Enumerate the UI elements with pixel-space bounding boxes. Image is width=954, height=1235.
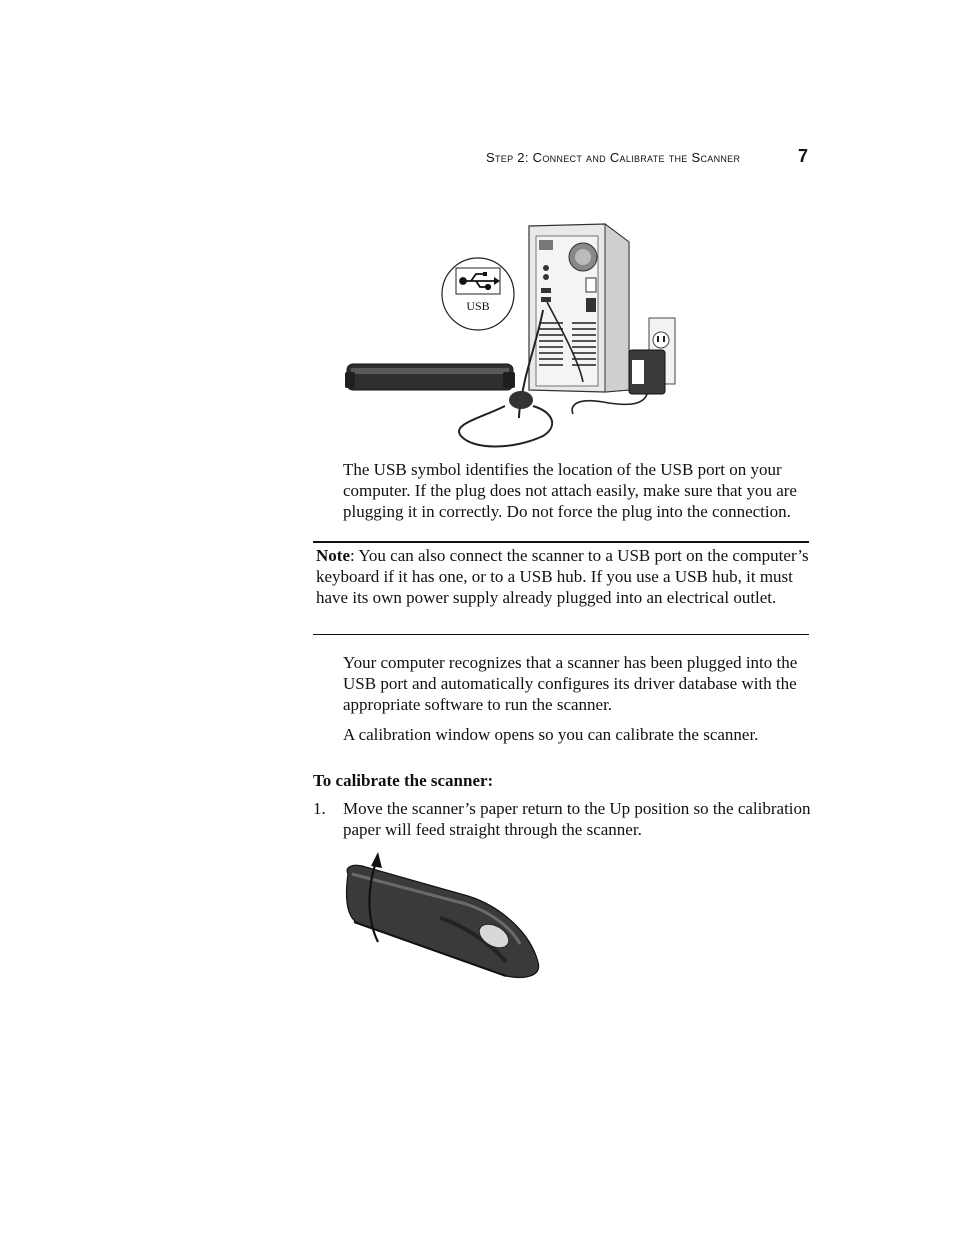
usb-connection-illustration [343, 222, 679, 452]
running-title: Step 2: Connect and Calibrate the Scanner [486, 150, 741, 165]
scanner-paper-return-illustration [340, 852, 544, 984]
page-number: 7 [797, 146, 808, 166]
usb-symbol-callout [442, 258, 514, 330]
note-label: Note [316, 546, 350, 565]
page-header [486, 148, 808, 170]
usb-symbol-paragraph: The USB symbol identifies the location of the USB port on your computer. If the plug does not attach easily, make sure that you are plugging it in correctly. Do not force the plug into the connection. [343, 460, 797, 521]
step-text: Move the scanner’s paper return to the Up position so the calibration paper will feed straight through the scanner. [343, 799, 811, 839]
usb-label: USB [466, 299, 490, 313]
note-text: : You can also connect the scanner to a USB port on the computer’s keyboard if it has one, or to a USB hub. If you use a USB hub, it must have its own power supply already plugged into an electrical outlet. [316, 546, 809, 607]
note-box [313, 541, 809, 635]
recognition-paragraph: Your computer recognizes that a scanner has been plugged into the USB port and automatically configures its driver database with the appropriate software to run the scanner. [343, 653, 798, 714]
calibration-window-paragraph: A calibration window opens so you can calibrate the scanner. [343, 725, 759, 744]
scanner-device [345, 364, 515, 390]
procedure-heading: To calibrate the scanner: [313, 771, 494, 790]
step-number: 1. [313, 799, 326, 818]
scanner-body [347, 865, 539, 977]
